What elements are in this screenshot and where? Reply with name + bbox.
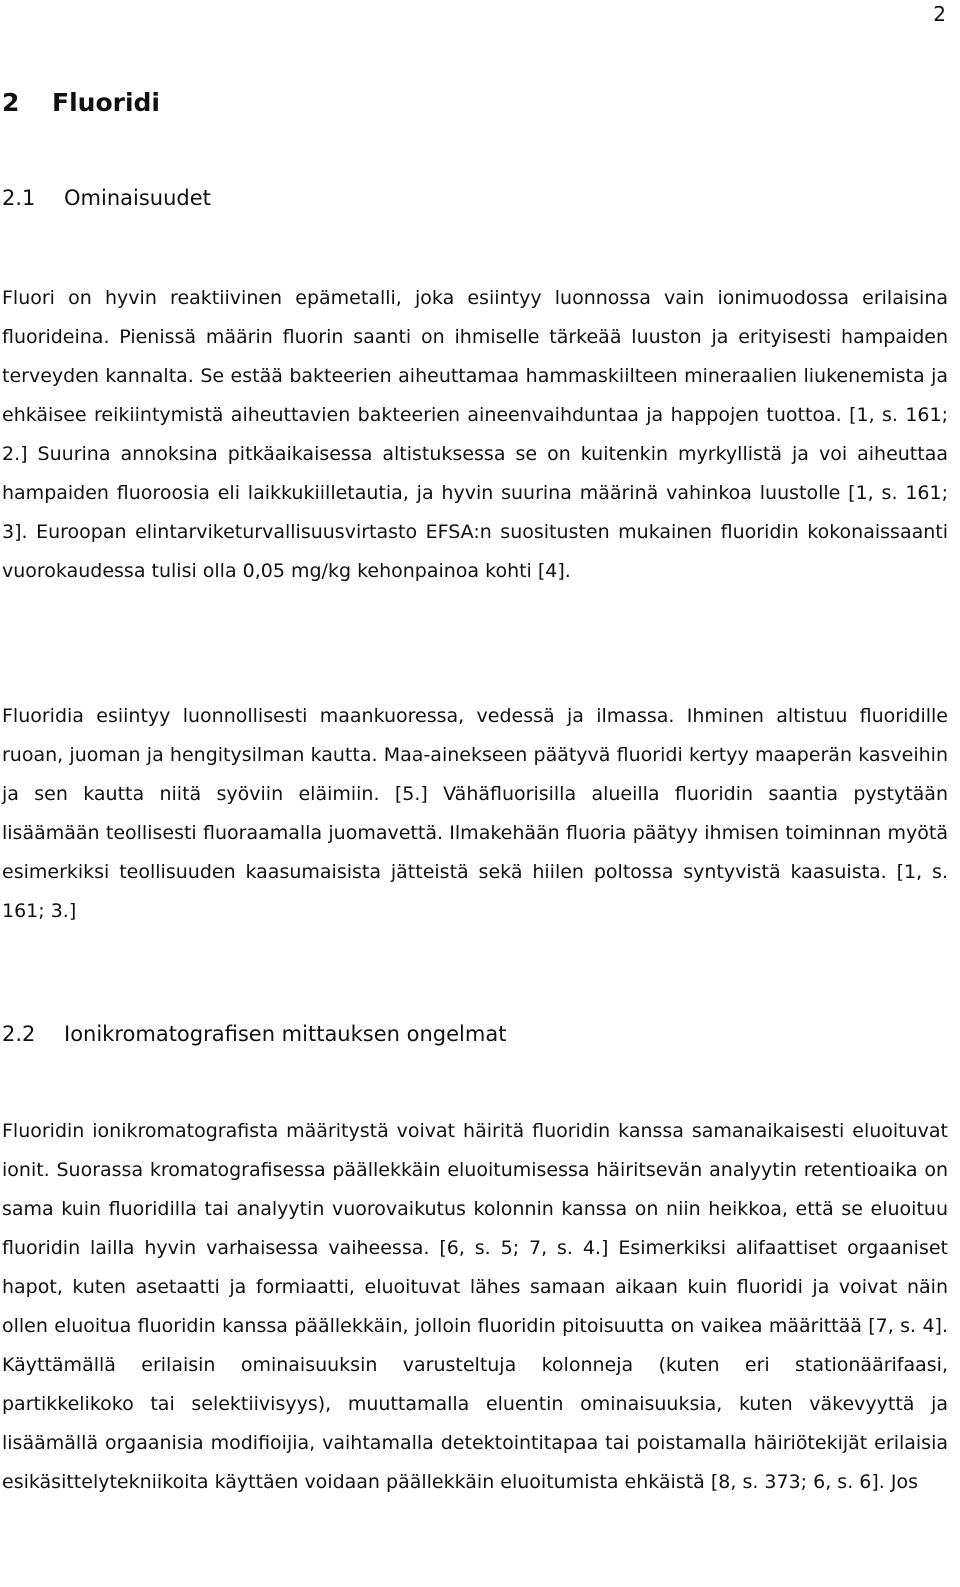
paragraph: Fluoridia esiintyy luonnollisesti maankuoressa, vedessä ja ilmassa. Ihminen altistuu fluoridille ruoan, juoman ja hengitysilman kautta. Maa-ainekseen päätyvä fluoridi kertyy maaperän kasveihin ja sen kautta niitä syöviin eläimiin. [5.] Vähäfluorisilla alueilla fluoridin saantia pystytään lisäämään teollisesti fluoraamalla juomavettä. Ilmakehään fluoria päätyy ihmisen toiminnan myötä esimerkiksi teollisuuden kaasumaisista jätteistä sekä hiilen poltossa syntyvistä kaasuista. [1, s. 161; 3.]	[2, 705, 948, 922]
section-number: 2.1	[2, 186, 36, 210]
chapter-title: Fluoridi	[52, 88, 160, 117]
chapter-heading	[2, 88, 160, 117]
paragraph: Fluori on hyvin reaktiivinen epämetalli, joka esiintyy luonnossa vain ionimuodossa erilaisina fluorideina. Pienissä määrin fluorin saanti on ihmiselle tärkeää luuston ja erityisesti hampaiden terveyden kannalta. Se estää bakteerien aiheuttamaa hammaskiilteen mineraalien liukenemista ja ehkäisee reikiintymistä aiheuttavien bakteerien aineenvaihduntaa ja happojen tuottoa. [1, s. 161; 2.] Suurina annoksina pitkäaikaisessa altistuksessa se on kuitenkin myrkyllistä ja voi aiheuttaa hampaiden fluoroosia eli laikkukiilletautia, ja hyvin suurina määrinä vahinkoa luustolle [1, s. 161; 3]. Euroopan elintarviketurvallisuusvirtasto EFSA:n suositusten mukainen fluoridin kokonaissaanti vuorokaudessa tulisi olla 0,05 mg/kg kehonpainoa kohti [4].	[2, 287, 948, 582]
paragraph: Fluoridin ionikromatografista määritystä voivat häiritä fluoridin kanssa samanaikaisesti eluoituvat ionit. Suorassa kromatografisessa päällekkäin eluoitumisessa häiritsevän analyytin retentioaika on sama kuin fluoridilla tai analyytin vuorovaikutus kolonnin kanssa on niin heikkoa, että se eluoituu fluoridin lailla hyvin varhaisessa vaiheessa. [6, s. 5; 7, s. 4.] Esimerkiksi alifaattiset orgaaniset hapot, kuten asetaatti ja formiaatti, eluoituvat lähes samaan aikaan kuin fluoridi ja voivat näin ollen eluoitua fluoridin kanssa päällekkäin, jolloin fluoridin pitoisuutta on vaikea määrittää [7, s. 4]. Käyttämällä erilaisin ominaisuuksin varusteltuja kolonneja (kuten eri stationäärifaasi, partikkelikoko tai selektiivisyys), muuttamalla eluentin ominaisuuksia, kuten väkevyyttä ja lisäämällä orgaanisia modifioijia, vaihtamalla detektointitapaa tai poistamalla häiriötekijät erilaisia esikäsittelytekniikoita käyttäen voidaan päällekkäin eluoitumista ehkäistä [8, s. 373; 6, s. 6]. Jos	[2, 1120, 948, 1493]
section-title: Ominaisuudet	[64, 186, 211, 210]
section-heading	[2, 1022, 506, 1046]
chapter-number: 2	[2, 88, 20, 117]
page-number: 2	[933, 2, 946, 26]
section-heading	[2, 186, 211, 210]
section-number: 2.2	[2, 1022, 36, 1046]
section-title: Ionikromatografisen mittauksen ongelmat	[64, 1022, 507, 1046]
